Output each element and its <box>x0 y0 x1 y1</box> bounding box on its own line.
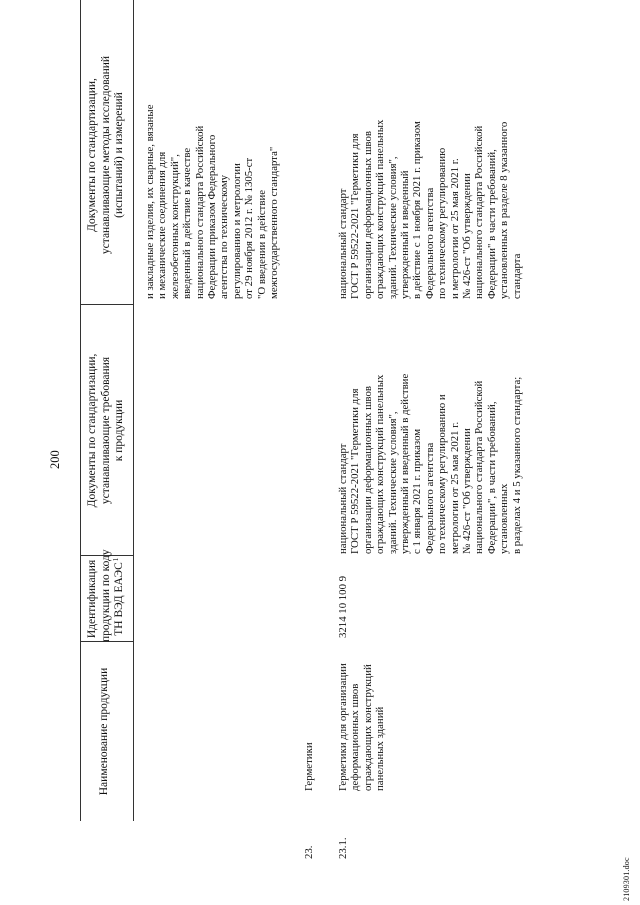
header-code <box>86 549 127 642</box>
row-name: Герметики для организации деформационных швов ограждающих конструкций панельных зданий <box>337 663 387 791</box>
continuation-test-docs: и закладные изделия, их сварные, вязаные и механические соединения для железобетонных конструкций", введенный в действие в качестве национального стандарта Российской Федерации приказом Федерального агентства по техническому регулированию и метрологии от 29 ноября 2012 г. № 1305-ст "О введении в действие межгосударственного стандарта" <box>144 104 281 299</box>
section-title: Герметики <box>303 742 315 791</box>
row-req-docs: национальный стандарт ГОСТ Р 59522-2021 "Герметики для организации деформационных швов ограждающих конструкций панельных зданий. Технические условия", утвержденный и введенный в действие с 1 января 2021 г. приказом Федерального агентства по техническому регулированию и метрологии от 25 мая 2021 г. № 426-ст "Об утверждении национального стандарта Российской Федерации", в части требований, установленных в разделах 4 и 5 указанного стандарта; <box>337 373 523 554</box>
page-number: 200 <box>48 450 62 469</box>
header-test-docs: Документы по стандартизации, устанавливающие методы исследований (испытаний) и измерений <box>86 55 125 255</box>
header-top-rule <box>80 0 81 821</box>
row-code: 3214 10 100 9 <box>337 575 349 638</box>
footer-code: 2109301.doc <box>622 857 631 901</box>
header-req-docs: Документы по стандартизации, устанавливающие требования к продукции <box>86 353 125 508</box>
header-code-text: Идентификация продукции по коду ТН ВЭД ЕАЭС <box>86 549 125 642</box>
header-name: Наименование продукции <box>98 667 110 796</box>
section-number: 23. <box>303 845 315 859</box>
header-bottom-rule <box>133 0 134 821</box>
row-number: 23.1. <box>337 837 349 859</box>
header-code-footnote: 1 <box>112 557 120 562</box>
row-test-docs: национальный стандарт ГОСТ Р 59522-2021 "Герметики для организации деформационных швов ограждающих конструкций панельных зданий. Технические условия", утвержденный и введенный в действие с 1 ноября 2021 г. приказом Федерального агентства по техническому регулированию и метрологии от 25 мая 2021 г. № 426-ст "Об утверждении национального стандарта Российской Федерации" в части требований, установленных в разделе 8 указанного стандарта <box>337 119 523 299</box>
